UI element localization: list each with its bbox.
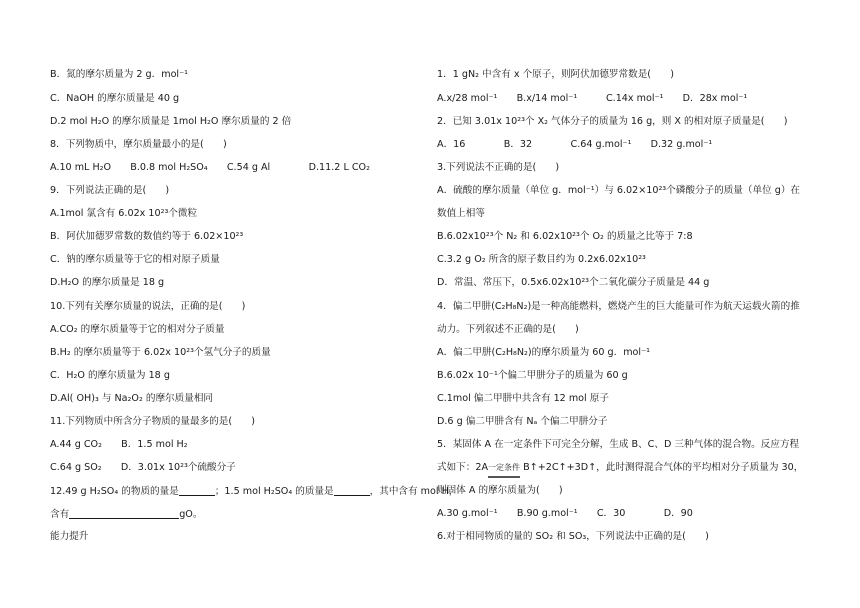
- answer-blank[interactable]: [334, 484, 370, 496]
- text-line: B.6.02x10²³个 N₂ 和 6.02x10²³个 O₂ 的质量之比等于 7:8: [437, 231, 693, 242]
- question-5-stem: 5．某固体 A 在一定条件下可完全分解，生成 B、C、D 三种气体的混合物。反应方程: [437, 439, 800, 450]
- text-line: 动力。下列叙述不正确的是( ): [437, 324, 579, 335]
- question-1-stem: 1．1 gN₂ 中含有 x 个原子，则阿伏加德罗常数是( ): [437, 69, 674, 80]
- reaction-arrow: [488, 476, 520, 478]
- text-line: A.44 g CO₂ B．1.5 mol H₂: [50, 439, 188, 450]
- q12-text: gO。: [179, 509, 203, 520]
- reaction-condition-text: 一定条件: [488, 463, 521, 472]
- text-line: D．常温、常压下，0.5x6.02x10²³个二氧化碳分子质量是 44 g: [437, 277, 710, 288]
- equation-prefix: 式如下：2A: [437, 462, 489, 473]
- text-line: C．H₂O 的摩尔质量为 18 g: [50, 370, 170, 381]
- text-line: D.H₂O 的摩尔质量是 18 g: [50, 277, 165, 288]
- question-10-stem: 10.下列有关摩尔质量的说法，正确的是( ): [50, 301, 246, 312]
- question-3-stem: 3.下列说法不正确的是( ): [437, 162, 560, 173]
- q12-text: 12.49 g H₂SO₄ 的物质的量是: [50, 486, 179, 497]
- q12-text: 含有: [50, 509, 70, 520]
- q12-text: ；1.5 mol H₂SO₄ 的质量是: [214, 486, 334, 497]
- question-9-stem: 9．下列说法正确的是( ): [50, 185, 170, 196]
- text-line: B.H₂ 的摩尔质量等于 6.02x 10²³个氢气分子的质量: [50, 347, 271, 358]
- text-line: C.3.2 g O₂ 所含的原子数目约为 0.2x6.02x10²³: [437, 254, 646, 265]
- text-line: D.Al( OH)₃ 与 Na₂O₂ 的摩尔质量相同: [50, 393, 214, 404]
- text-line: 数值上相等: [437, 208, 485, 219]
- question-5-equation: [437, 461, 803, 475]
- text-line: 则固体 A 的摩尔质量为( ): [437, 485, 563, 496]
- text-line: A.CO₂ 的摩尔质量等于它的相对分子质量: [50, 324, 225, 335]
- question-2-options: A．16 B．32 C.64 g.mol⁻¹ D.32 g.mol⁻¹: [437, 139, 713, 150]
- text-line: B．阿伏加德罗常数的数值约等于 6.02×10²³: [50, 231, 244, 242]
- question-2-stem: 2．已知 3.01x 10²³个 X₂ 气体分子的质量为 16 g，则 X 的相对原子质量是( ): [437, 116, 788, 127]
- text-line: B．氮的摩尔质量为 2 g．mol⁻¹: [50, 69, 189, 80]
- q12-text: ，其中含有 mol H，: [369, 486, 459, 497]
- reaction-condition: [488, 461, 520, 475]
- text-line: B.6.02x 10⁻¹个偏二甲肼分子的质量为 60 g: [437, 370, 628, 381]
- text-line: D.6 g 偏二甲肼含有 Nₐ 个偏二甲肼分子: [437, 416, 608, 427]
- text-line: C.64 g SO₂ D．3.01x 10²³个硫酸分子: [50, 462, 236, 473]
- text-line: C．NaOH 的摩尔质量是 40 g: [50, 93, 180, 104]
- section-heading: 能力提升: [50, 531, 89, 542]
- question-12-line-1: [50, 484, 458, 499]
- question-12-line-2: [50, 507, 202, 522]
- question-8-options: A.10 mL H₂O B.0.8 mol H₂SO₄ C.54 g Al D.11.2 L CO₂: [50, 162, 370, 173]
- answer-blank[interactable]: [179, 484, 215, 496]
- text-line: D.2 mol H₂O 的摩尔质量是 1mol H₂O 摩尔质量的 2 倍: [50, 116, 292, 127]
- question-5-options: A.30 g.mol⁻¹ B.90 g.mol⁻¹ C．30 D．90: [437, 508, 693, 519]
- question-1-options: A.x/28 mol⁻¹ B.x/14 mol⁻¹ C.14x mol⁻¹ D．28x mol⁻¹: [437, 93, 748, 104]
- text-line: C．钠的摩尔质量等于它的相对原子质量: [50, 254, 220, 265]
- text-line: A.1mol 氯含有 6.02x 10²³个微粒: [50, 208, 198, 219]
- answer-blank[interactable]: [69, 507, 179, 519]
- text-line: A．硫酸的摩尔质量（单位 g．mol⁻¹）与 6.02×10²³个磷酸分子的质量（单位 g）在: [437, 185, 801, 196]
- question-11-stem: 11.下列物质中所含分子物质的量最多的是( ): [50, 416, 256, 427]
- equation-suffix: B↑+2C↑+3D↑，此时测得混合气体的平均相对分子质量为 30，: [520, 462, 804, 473]
- question-4-stem: 4．偏二甲肼(C₂H₈N₂)是一种高能燃料，燃烧产生的巨大能量可作为航天运载火箭的推: [437, 301, 800, 312]
- text-line: A．偏二甲肼(C₂H₈N₂)的摩尔质量为 60 g．mol⁻¹: [437, 347, 650, 358]
- question-6-stem: 6.对于相同物质的量的 SO₂ 和 SO₃，下列说法中正确的是( ): [437, 531, 709, 542]
- question-8-stem: 8．下列物质中，摩尔质量最小的是( ): [50, 139, 227, 150]
- text-line: C.1mol 偏二甲肼中共含有 12 mol 原子: [437, 393, 609, 404]
